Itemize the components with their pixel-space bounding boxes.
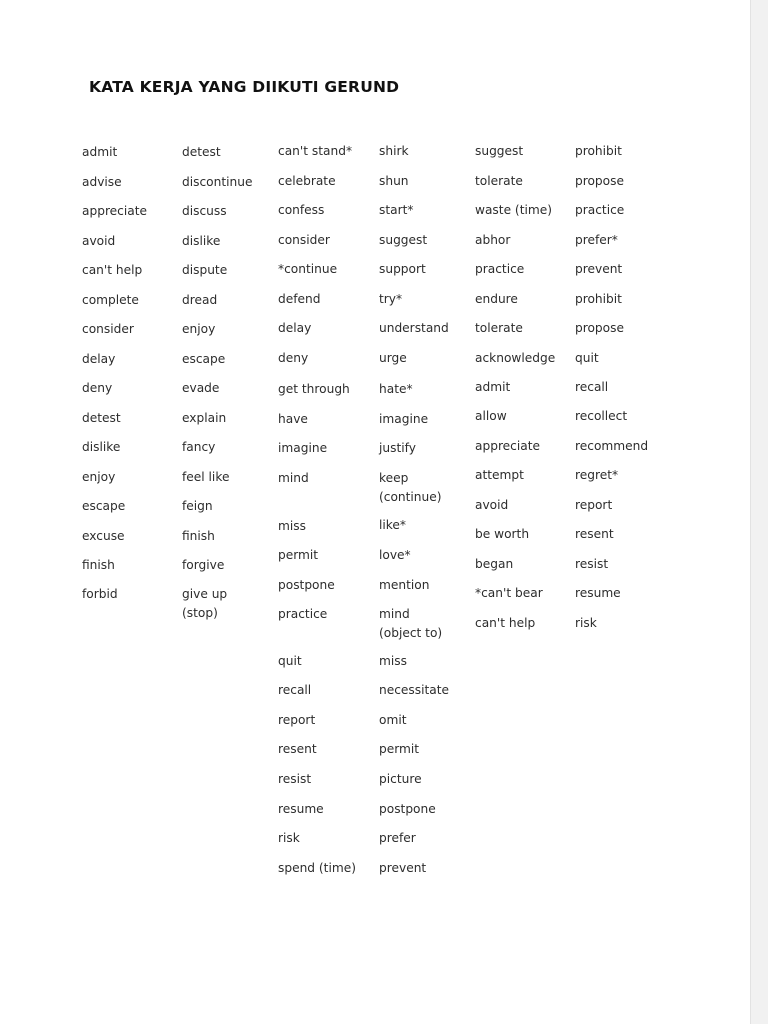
verb-item: *can't bear <box>475 586 543 600</box>
verb-item: confess <box>278 203 325 217</box>
verb-item: finish <box>82 558 115 572</box>
verb-item: understand <box>379 321 449 335</box>
verb-item: miss <box>379 654 407 668</box>
verb-item: prevent <box>379 861 427 875</box>
verb-item: support <box>379 262 426 276</box>
verb-item: celebrate <box>278 174 336 188</box>
verb-item: deny <box>278 351 309 365</box>
verb-item: practice <box>475 262 525 276</box>
verb-item: practice <box>278 607 328 621</box>
verb-item: fancy <box>182 440 216 454</box>
verb-item: prohibit <box>575 144 622 158</box>
verb-item: practice <box>575 203 625 217</box>
verb-item: resist <box>278 772 312 786</box>
verb-item: urge <box>379 351 407 365</box>
verb-item: shirk <box>379 144 409 158</box>
verb-item: deny <box>82 381 113 395</box>
verb-item: detest <box>82 411 121 425</box>
verb-item: appreciate <box>475 439 541 453</box>
verb-item: suggest <box>475 144 524 158</box>
verb-item: detest <box>182 145 221 159</box>
verb-item: risk <box>278 831 300 845</box>
verb-item: can't help <box>475 616 536 630</box>
verb-item: forgive <box>182 558 225 572</box>
verb-item: dispute <box>182 263 228 277</box>
verb-item: forbid <box>82 587 118 601</box>
verb-item: dislike <box>82 440 121 454</box>
verb-item: prevent <box>575 262 623 276</box>
verb-item: admit <box>82 145 118 159</box>
verb-item: suggest <box>379 233 428 247</box>
verb-item: advise <box>82 175 122 189</box>
verb-item: recall <box>575 380 609 394</box>
verb-item: enjoy <box>182 322 216 336</box>
verb-item: waste (time) <box>475 203 552 217</box>
verb-item: appreciate <box>82 204 148 218</box>
verb-item: risk <box>575 616 597 630</box>
verb-item: permit <box>278 548 319 562</box>
verb-item: evade <box>182 381 220 395</box>
verb-item: explain <box>182 411 227 425</box>
verb-item: omit <box>379 713 407 727</box>
verb-item: can't help <box>82 263 143 277</box>
verb-item: recommend <box>575 439 649 453</box>
verb-item: propose <box>575 174 624 188</box>
verb-item: be worth <box>475 527 530 541</box>
verb-item: resume <box>278 802 324 816</box>
verb-item: excuse <box>82 529 125 543</box>
verb-item: quit <box>575 351 599 365</box>
verb-item: picture <box>379 772 422 786</box>
verb-item: allow <box>475 409 507 423</box>
verb-item: delay <box>82 352 116 366</box>
verb-item: tolerate <box>475 174 523 188</box>
verb-item: postpone <box>379 802 436 816</box>
verb-item: mind <box>278 471 309 485</box>
page-title: KATA KERJA YANG DIIKUTI GERUND <box>89 78 400 96</box>
verb-item: hate* <box>379 382 413 396</box>
verb-item: resist <box>575 557 609 571</box>
verb-item: permit <box>379 742 420 756</box>
verb-item: escape <box>82 499 126 513</box>
verb-item: enjoy <box>82 470 116 484</box>
verb-item: regret* <box>575 468 619 482</box>
verb-item: imagine <box>278 441 328 455</box>
verb-item: *continue <box>278 262 338 276</box>
verb-item: start* <box>379 203 414 217</box>
verb-item: necessitate <box>379 683 450 697</box>
verb-item: have <box>278 412 308 426</box>
verb-item: quit <box>278 654 302 668</box>
verb-item: propose <box>575 321 624 335</box>
verb-item: defend <box>278 292 321 306</box>
verb-item: admit <box>475 380 511 394</box>
verb-item: dread <box>182 293 218 307</box>
verb-item: consider <box>82 322 134 336</box>
verb-item: avoid <box>475 498 509 512</box>
verb-item: acknowledge <box>475 351 556 365</box>
verb-item: endure <box>475 292 518 306</box>
verb-item: avoid <box>82 234 116 248</box>
verb-item: mention <box>379 578 430 592</box>
verb-item: love* <box>379 548 411 562</box>
verb-item: tolerate <box>475 321 523 335</box>
verb-item: get through <box>278 382 350 396</box>
verb-item: feel like <box>182 470 230 484</box>
verb-item: resent <box>575 527 614 541</box>
verb-item: report <box>278 713 316 727</box>
verb-item: imagine <box>379 412 429 426</box>
verb-item: try* <box>379 292 403 306</box>
verb-item: recollect <box>575 409 628 423</box>
verb-item: complete <box>82 293 139 307</box>
verb-item: delay <box>278 321 312 335</box>
verb-item: justify <box>379 441 416 455</box>
verb-item: resume <box>575 586 621 600</box>
verb-item: attempt <box>475 468 524 482</box>
verb-item: abhor <box>475 233 511 247</box>
verb-item: prefer <box>379 831 416 845</box>
verb-item: prefer* <box>575 233 618 247</box>
verb-item: give up (stop) <box>182 587 228 620</box>
verb-item: shun <box>379 174 409 188</box>
verb-item: began <box>475 557 514 571</box>
page-edge <box>750 0 768 1024</box>
verb-item: recall <box>278 683 312 697</box>
verb-item: postpone <box>278 578 335 592</box>
verb-item: report <box>575 498 613 512</box>
verb-item: consider <box>278 233 330 247</box>
verb-item: finish <box>182 529 215 543</box>
verb-item: spend (time) <box>278 861 356 875</box>
verb-item: miss <box>278 519 306 533</box>
verb-item: keep (continue) <box>379 471 442 504</box>
verb-item: mind (object to) <box>379 607 443 640</box>
verb-item: escape <box>182 352 226 366</box>
verb-item: resent <box>278 742 317 756</box>
verb-item: can't stand* <box>278 144 353 158</box>
verb-item: prohibit <box>575 292 622 306</box>
verb-item: feign <box>182 499 213 513</box>
verb-item: discontinue <box>182 175 253 189</box>
verb-item: like* <box>379 518 406 532</box>
verb-item: dislike <box>182 234 221 248</box>
verb-item: discuss <box>182 204 227 218</box>
